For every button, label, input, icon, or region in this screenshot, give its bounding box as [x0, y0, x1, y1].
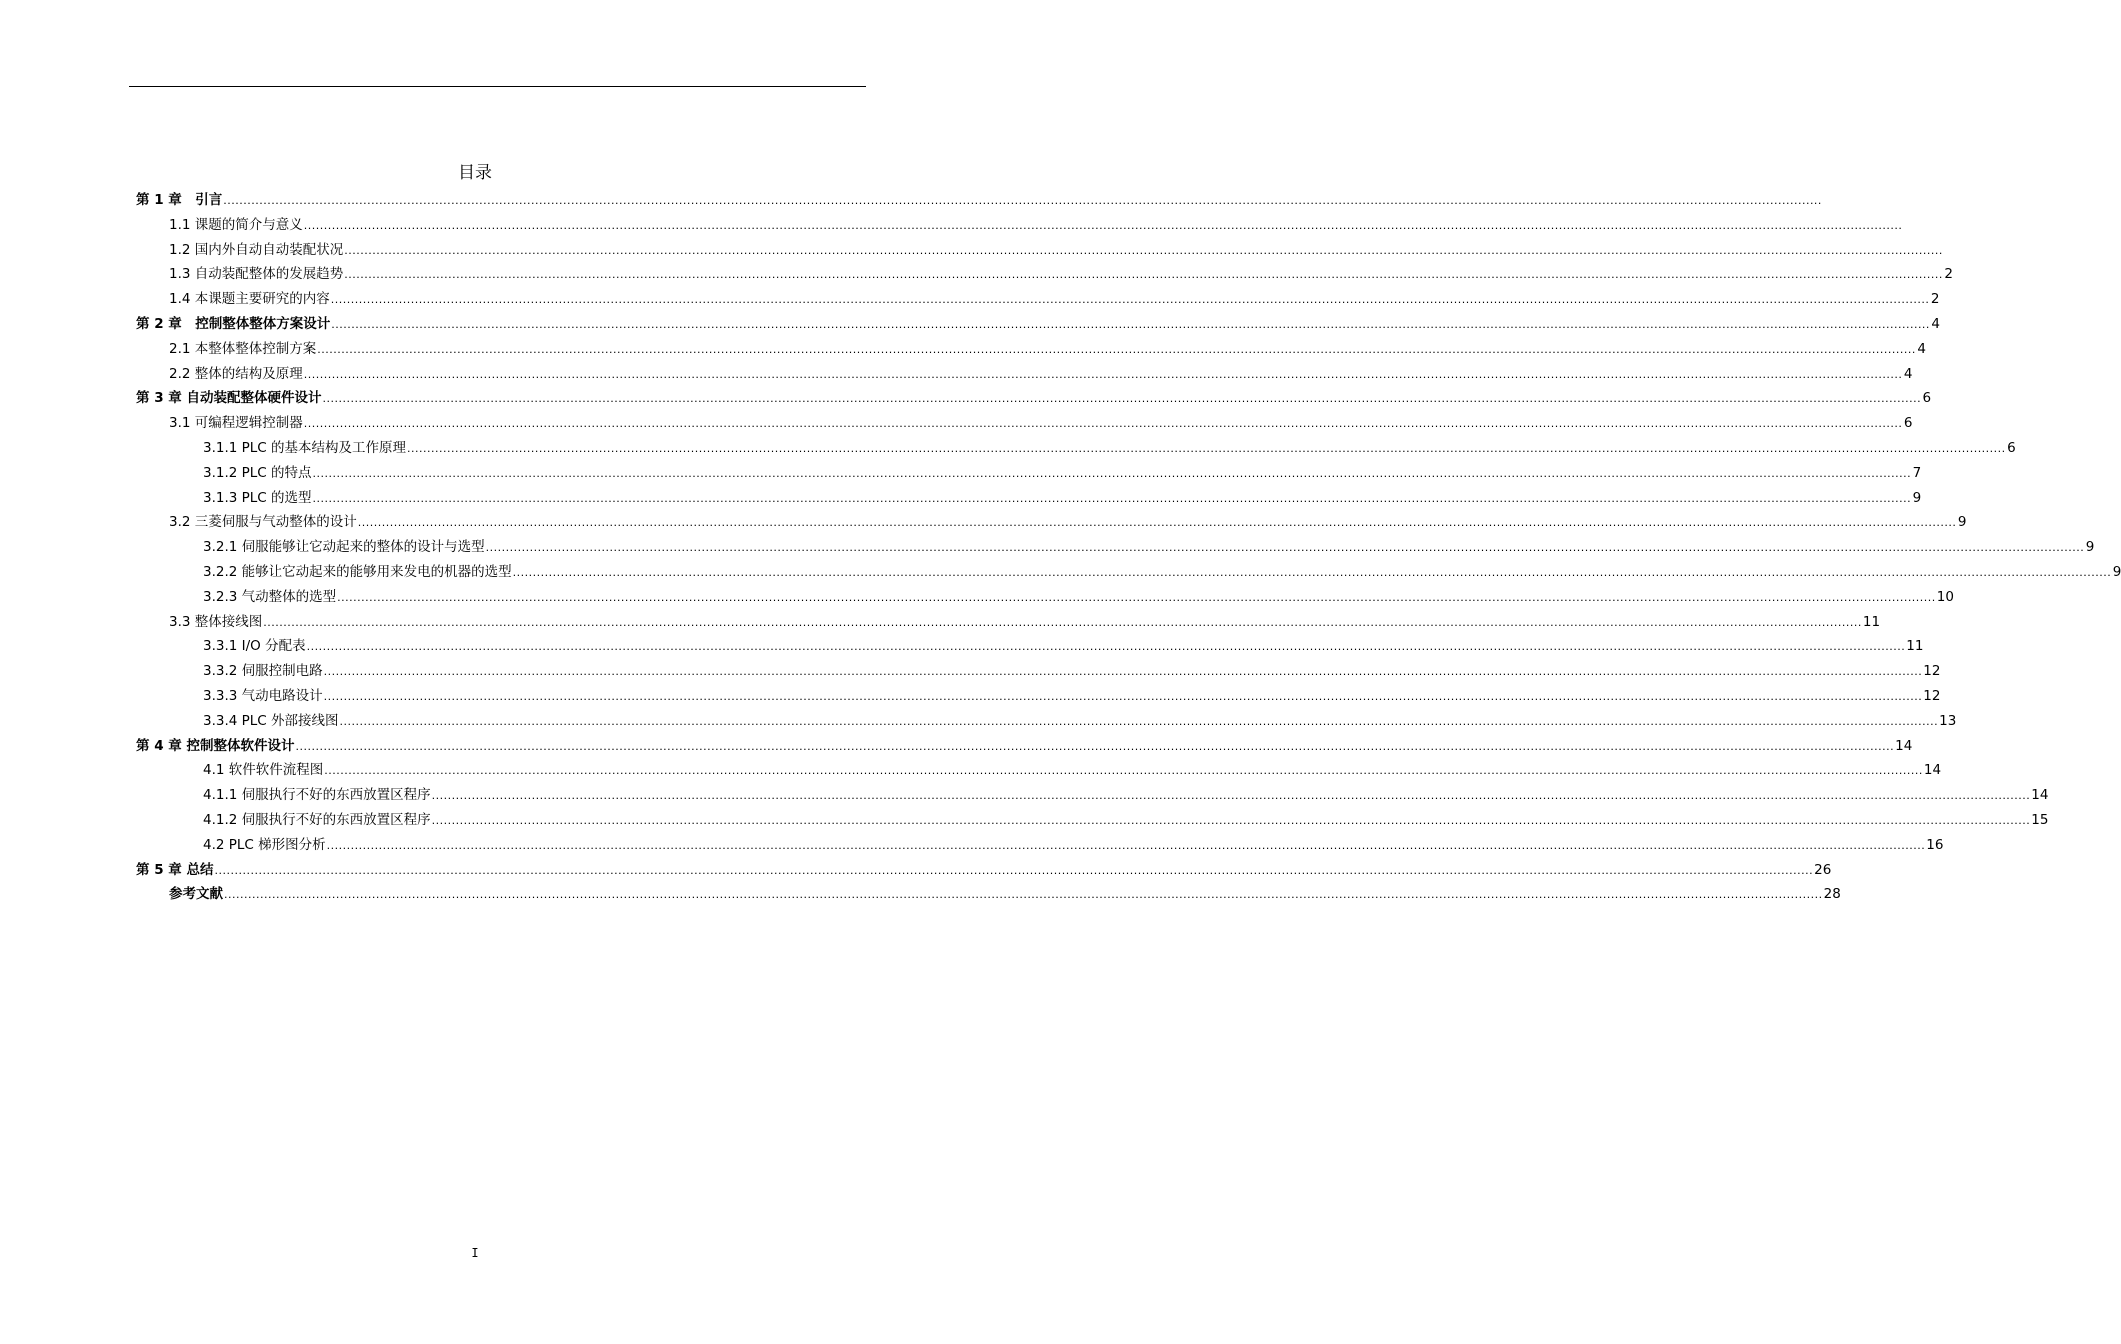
toc-entry[interactable]	[136, 857, 1832, 879]
page-number: I	[471, 1246, 479, 1260]
toc-dot-leader: ................................................................................................................................................................................................................................................................................................................................................................................................................	[407, 442, 2006, 455]
toc-entry[interactable]	[169, 410, 1913, 432]
toc-dot-leader: ................................................................................................................................................................................................................................................................................................................................................................................................................	[357, 516, 1957, 530]
toc-entry-label: 3.3.1 I/O 分配表	[203, 638, 306, 655]
toc-dot-leader: ................................................................................................................................................................................................................................................................................................................................................................................................................	[323, 690, 1923, 703]
toc-entry-label: 3.3.3 气动电路设计	[203, 688, 323, 704]
toc-page-number: 11	[1906, 638, 1924, 655]
toc-entry-label: 3.3 整体接线图	[169, 613, 263, 630]
toc-entry-label: 3.1.2 PLC 的特点	[203, 464, 312, 481]
toc-entry[interactable]	[169, 286, 1940, 308]
toc-entry[interactable]	[203, 633, 1924, 655]
toc-entry[interactable]	[169, 212, 1903, 234]
toc-entry-label: 4.1.2 伺服执行不好的东西放置区程序	[203, 812, 431, 828]
toc-dot-leader: ................................................................................................................................................................................................................................................................................................................................................................................................................	[224, 888, 1823, 902]
toc-entry-label: 1.3 自动装配整体的发展趋势	[169, 266, 344, 283]
toc-page-number: 6	[2007, 440, 2016, 456]
toc-page-number: 13	[1939, 712, 1957, 729]
toc-entry[interactable]	[203, 534, 2095, 556]
toc-page-number: 4	[1917, 340, 1926, 357]
toc-page-number: 2	[1944, 266, 1953, 283]
toc-entry-label: 第 1 章 引言	[136, 192, 223, 208]
toc-dot-leader: ................................................................................................................................................................................................................................................................................................................................................................................................................	[339, 714, 1939, 728]
toc-dot-leader: ................................................................................................................................................................................................................................................................................................................................................................................................................	[431, 789, 2031, 803]
toc-page-number: 15	[2031, 812, 2049, 828]
toc-entry-label: 3.1.3 PLC 的选型	[203, 489, 312, 506]
toc-page-number: 9	[2112, 564, 2121, 580]
toc-dot-leader: ................................................................................................................................................................................................................................................................................................................................................................................................................	[312, 466, 1912, 480]
toc-entry-label: 3.3.4 PLC 外部接线图	[203, 712, 339, 729]
toc-page-number: 9	[2085, 539, 2095, 556]
toc-entry-label: 3.2 三菱伺服与气动整体的设计	[169, 514, 357, 531]
toc-dot-leader: ................................................................................................................................................................................................................................................................................................................................................................................................................	[303, 218, 1903, 232]
toc-entry-label: 2.1 本整体整体控制方案	[169, 340, 317, 357]
toc-dot-leader: ................................................................................................................................................................................................................................................................................................................................................................................................................	[306, 640, 1906, 654]
toc-page-number: 6	[1903, 415, 1913, 432]
toc-dot-leader: ................................................................................................................................................................................................................................................................................................................................................................................................................	[223, 194, 1822, 207]
toc-page-number: 11	[1862, 613, 1881, 630]
toc-entry[interactable]	[169, 261, 1953, 283]
toc-entry-label: 4.1 软件软件流程图	[203, 762, 324, 779]
toc-dot-leader: ................................................................................................................................................................................................................................................................................................................................................................................................................	[214, 863, 1814, 877]
toc-entry-label: 第 2 章 控制整体整体方案设计	[136, 316, 331, 332]
toc-entry-label: 3.2.2 能够让它动起来的能够用来发电的机器的选型	[203, 564, 512, 580]
page-title: 目录	[458, 163, 492, 183]
toc-entry[interactable]	[203, 708, 1957, 730]
toc-entry-label: 2.2 整体的结构及原理	[169, 365, 303, 382]
toc-entry[interactable]	[203, 658, 1941, 680]
toc-page-number: 4	[1931, 316, 1940, 332]
toc-dot-leader: ................................................................................................................................................................................................................................................................................................................................................................................................................	[322, 392, 1922, 406]
toc-dot-leader: ................................................................................................................................................................................................................................................................................................................................................................................................................	[431, 814, 2031, 827]
toc-entry[interactable]	[169, 509, 1967, 531]
toc-dot-leader: ................................................................................................................................................................................................................................................................................................................................................................................................................	[337, 590, 1936, 604]
toc-dot-leader: ................................................................................................................................................................................................................................................................................................................................................................................................................	[303, 367, 1903, 381]
toc-entry[interactable]	[203, 485, 1922, 507]
toc-page-number: 26	[1814, 861, 1832, 878]
toc-page-number: 2	[1930, 291, 1940, 308]
toc-page-number: 14	[1895, 737, 1913, 754]
toc-entry[interactable]	[203, 683, 1941, 705]
toc-entry-label: 1.4 本课题主要研究的内容	[169, 291, 330, 308]
toc-entry-label: 第 3 章 自动装配整体硬件设计	[136, 390, 322, 407]
toc-page-number: 12	[1923, 688, 1941, 704]
toc-entry[interactable]	[203, 460, 1922, 482]
toc-entry[interactable]	[136, 187, 1822, 209]
toc-dot-leader: ................................................................................................................................................................................................................................................................................................................................................................................................................	[263, 615, 1862, 629]
toc-page-number: 7	[1912, 464, 1922, 481]
toc-dot-leader: ................................................................................................................................................................................................................................................................................................................................................................................................................	[303, 417, 1903, 431]
header-rule	[129, 86, 866, 87]
toc-entry[interactable]	[136, 311, 1940, 333]
toc-dot-leader: ................................................................................................................................................................................................................................................................................................................................................................................................................	[295, 739, 1895, 753]
toc-entry[interactable]	[203, 782, 2049, 804]
toc-entry[interactable]	[203, 832, 1944, 854]
toc-entry[interactable]	[136, 733, 1913, 755]
toc-entry[interactable]	[169, 609, 1881, 631]
toc-entry-label: 3.1.1 PLC 的基本结构及工作原理	[203, 440, 407, 456]
toc-dot-leader: ................................................................................................................................................................................................................................................................................................................................................................................................................	[326, 838, 1926, 852]
toc-entry[interactable]	[169, 237, 1943, 259]
toc-entry[interactable]	[136, 385, 1932, 407]
toc-entry[interactable]	[169, 361, 1913, 383]
toc-page-number: 14	[1923, 762, 1942, 779]
toc-entry-label: 1.1 课题的简介与意义	[169, 216, 303, 233]
toc-dot-leader: ................................................................................................................................................................................................................................................................................................................................................................................................................	[330, 293, 1930, 307]
toc-entry[interactable]	[203, 757, 1942, 779]
toc-entry[interactable]	[203, 584, 1954, 606]
toc-dot-leader: ................................................................................................................................................................................................................................................................................................................................................................................................................	[485, 541, 2085, 555]
toc-dot-leader: ................................................................................................................................................................................................................................................................................................................................................................................................................	[331, 318, 1930, 331]
toc-entry-label: 3.1 可编程逻辑控制器	[169, 415, 303, 432]
toc-dot-leader: ................................................................................................................................................................................................................................................................................................................................................................................................................	[344, 243, 1943, 257]
toc-entry-label: 第 5 章 总结	[136, 861, 214, 878]
toc-page-number: 12	[1923, 663, 1941, 680]
toc-entry-label: 3.2.1 伺服能够让它动起来的整体的设计与选型	[203, 539, 485, 556]
toc-entry-label: 第 4 章 控制整体软件设计	[136, 737, 295, 754]
toc-page-number: 28	[1823, 886, 1841, 903]
toc-entry[interactable]	[169, 336, 1926, 358]
toc-entry[interactable]	[203, 559, 2121, 581]
toc-page-number: 4	[1903, 365, 1913, 382]
toc-page-number: 6	[1922, 390, 1932, 407]
toc-entry-label: 参考文献	[169, 886, 223, 903]
toc-entry-label: 4.1.1 伺服执行不好的东西放置区程序	[203, 787, 431, 804]
toc-entry[interactable]	[203, 807, 2049, 829]
toc-entry-label: 3.2.3 气动整体的选型	[203, 588, 337, 605]
toc-dot-leader: ................................................................................................................................................................................................................................................................................................................................................................................................................	[512, 566, 2112, 579]
toc-page-number: 16	[1926, 836, 1944, 853]
toc-dot-leader: ................................................................................................................................................................................................................................................................................................................................................................................................................	[312, 491, 1912, 505]
toc-dot-leader: ................................................................................................................................................................................................................................................................................................................................................................................................................	[344, 268, 1943, 282]
toc-dot-leader: ................................................................................................................................................................................................................................................................................................................................................................................................................	[323, 665, 1923, 679]
toc-entry-label: 1.2 国内外自动自动装配状况	[169, 241, 344, 258]
toc-entry[interactable]	[203, 435, 2016, 457]
toc-page-number: 9	[1957, 514, 1967, 531]
toc-page-number: 14	[2031, 787, 2049, 804]
toc-entry-label: 4.2 PLC 梯形图分析	[203, 836, 326, 853]
toc-dot-leader: ................................................................................................................................................................................................................................................................................................................................................................................................................	[324, 764, 1923, 778]
toc-page-number: 10	[1936, 588, 1954, 605]
toc-page-number: 9	[1912, 489, 1922, 506]
toc-entry-label: 3.3.2 伺服控制电路	[203, 663, 323, 680]
toc-dot-leader: ................................................................................................................................................................................................................................................................................................................................................................................................................	[317, 342, 1916, 356]
toc-entry[interactable]	[169, 881, 1841, 903]
